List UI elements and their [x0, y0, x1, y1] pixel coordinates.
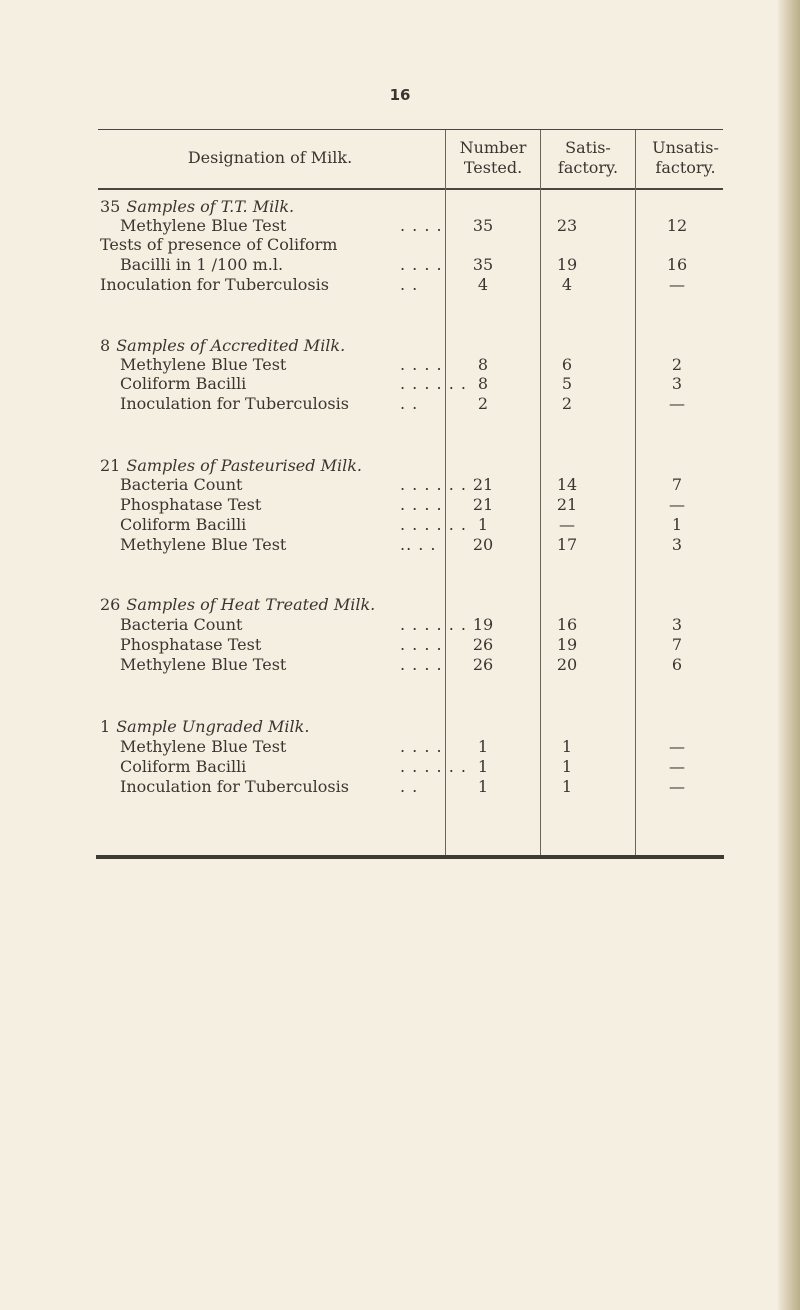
leader-dots: . .: [400, 275, 419, 294]
table-row: [0, 614, 760, 636]
table-row: [0, 634, 760, 656]
leader-dots: . .: [400, 777, 419, 796]
section-title: Samples of Accredited Milk.: [116, 336, 346, 355]
test-label: Inoculation for Tuberculosis: [120, 394, 349, 413]
table-row: [0, 736, 760, 758]
table-row: [0, 534, 760, 556]
header-tested-line-2: Tested.: [463, 158, 523, 177]
test-label: Bacteria Count: [120, 615, 243, 634]
section-title: Sample Ungraded Milk.: [116, 717, 310, 736]
unsatisfactory-cell: —: [669, 394, 685, 413]
section-count: 8: [100, 336, 111, 355]
unsatisfactory-cell: —: [669, 495, 685, 514]
tested-cell: 35: [472, 255, 494, 274]
leader-dots: . .: [400, 394, 419, 413]
tested-cell: 20: [472, 535, 494, 554]
tested-cell: 4: [477, 275, 489, 294]
section-title: Samples of Pasteurised Milk.: [126, 456, 362, 475]
header-unsatisfactory-line-2: factory.: [655, 158, 716, 177]
tested-cell: 1: [477, 515, 489, 534]
tested-cell: 2: [477, 394, 489, 413]
section-count: 26: [100, 595, 121, 614]
section-heading: [100, 716, 309, 738]
tested-cell: 21: [472, 495, 494, 514]
satisfactory-cell: 21: [556, 495, 578, 514]
table-row: [0, 373, 760, 395]
test-label: Methylene Blue Test: [120, 737, 287, 756]
unsatisfactory-cell: 2: [671, 355, 683, 374]
unsatisfactory-cell: 12: [666, 216, 688, 235]
unsatisfactory-cell: —: [669, 777, 685, 796]
test-label: Methylene Blue Test: [120, 216, 287, 235]
leader-dots: . . . . . .: [400, 515, 467, 534]
section-title: Samples of T.T. Milk.: [126, 197, 295, 216]
table-row: [0, 776, 760, 798]
header-designation: Designation of Milk.: [187, 148, 353, 167]
unsatisfactory-cell: 7: [671, 635, 683, 654]
table-row: [0, 234, 760, 256]
unsatisfactory-cell: 3: [671, 374, 683, 393]
tested-cell: 1: [477, 757, 489, 776]
section-heading-row: [0, 716, 760, 738]
header-unsatisfactory-line-1: Unsatis-: [652, 138, 719, 157]
tested-cell: 8: [477, 374, 489, 393]
test-label: Phosphatase Test: [120, 495, 262, 514]
satisfactory-cell: 1: [561, 757, 573, 776]
test-label: Coliform Bacilli: [120, 757, 247, 776]
table-row: [0, 254, 760, 276]
table-row: [0, 393, 760, 415]
test-label: Coliform Bacilli: [120, 374, 247, 393]
unsatisfactory-cell: —: [669, 757, 685, 776]
tested-cell: 19: [472, 615, 494, 634]
tested-cell: 26: [472, 635, 494, 654]
leader-dots: . . . . . .: [400, 475, 467, 494]
test-label: Tests of presence of Coliform: [100, 235, 338, 254]
unsatisfactory-cell: —: [669, 275, 685, 294]
unsatisfactory-cell: 16: [666, 255, 688, 274]
test-label: Bacteria Count: [120, 475, 243, 494]
leader-dots: . . . .: [400, 737, 443, 756]
satisfactory-cell: 1: [561, 777, 573, 796]
section-count: 1: [100, 717, 111, 736]
section-count: 21: [100, 456, 121, 475]
tested-cell: 26: [472, 655, 494, 674]
tested-cell: 8: [477, 355, 489, 374]
section-heading-row: [0, 594, 760, 616]
test-label: Bacilli in 1 /100 m.l.: [120, 255, 284, 274]
section-heading: [100, 594, 375, 616]
tested-cell: 35: [472, 216, 494, 235]
test-label: Inoculation for Tuberculosis: [120, 777, 349, 796]
header-satisfactory-line-2: factory.: [557, 158, 619, 177]
table-row: [0, 514, 760, 536]
satisfactory-cell: 20: [556, 655, 578, 674]
test-label: Inoculation for Tuberculosis: [100, 275, 329, 294]
test-label: Coliform Bacilli: [120, 515, 247, 534]
tested-cell: 1: [477, 777, 489, 796]
section-count: 35: [100, 197, 121, 216]
unsatisfactory-cell: 1: [671, 515, 683, 534]
header-tested-line-1: Number: [459, 138, 527, 157]
satisfactory-cell: 17: [556, 535, 578, 554]
satisfactory-cell: 1: [561, 737, 573, 756]
satisfactory-cell: 23: [556, 216, 578, 235]
table-row: [0, 756, 760, 778]
leader-dots: . . . . . .: [400, 374, 467, 393]
unsatisfactory-cell: 3: [671, 615, 683, 634]
satisfactory-cell: 19: [556, 635, 578, 654]
tested-cell: 1: [477, 737, 489, 756]
test-label: Phosphatase Test: [120, 635, 262, 654]
test-label: Methylene Blue Test: [120, 355, 287, 374]
test-label: Methylene Blue Test: [120, 655, 287, 674]
satisfactory-cell: —: [559, 515, 575, 534]
table-row: [0, 654, 760, 676]
leader-dots: . . . .: [400, 655, 443, 674]
leader-dots: . . . .: [400, 355, 443, 374]
leader-dots: . . . . . .: [400, 615, 467, 634]
satisfactory-cell: 4: [561, 275, 573, 294]
leader-dots: . . . .: [400, 216, 443, 235]
leader-dots: . . . .: [400, 495, 443, 514]
leader-dots: . . . . . .: [400, 757, 467, 776]
satisfactory-cell: 16: [556, 615, 578, 634]
satisfactory-cell: 19: [556, 255, 578, 274]
header-satisfactory-line-1: Satis-: [565, 138, 611, 157]
table-row: [0, 274, 760, 296]
leader-dots: . . . .: [400, 635, 443, 654]
unsatisfactory-cell: 3: [671, 535, 683, 554]
leader-dots: .. . .: [400, 535, 437, 554]
satisfactory-cell: 5: [561, 374, 573, 393]
table-row: [0, 474, 760, 496]
satisfactory-cell: 6: [561, 355, 573, 374]
tested-cell: 21: [472, 475, 494, 494]
unsatisfactory-cell: —: [669, 737, 685, 756]
leader-dots: . . . .: [400, 255, 443, 274]
table-row: [0, 494, 760, 516]
test-label: Methylene Blue Test: [120, 535, 287, 554]
satisfactory-cell: 14: [556, 475, 578, 494]
page-number: 16: [389, 86, 411, 104]
unsatisfactory-cell: 7: [671, 475, 683, 494]
section-title: Samples of Heat Treated Milk.: [126, 595, 376, 614]
unsatisfactory-cell: 6: [671, 655, 683, 674]
satisfactory-cell: 2: [561, 394, 573, 413]
